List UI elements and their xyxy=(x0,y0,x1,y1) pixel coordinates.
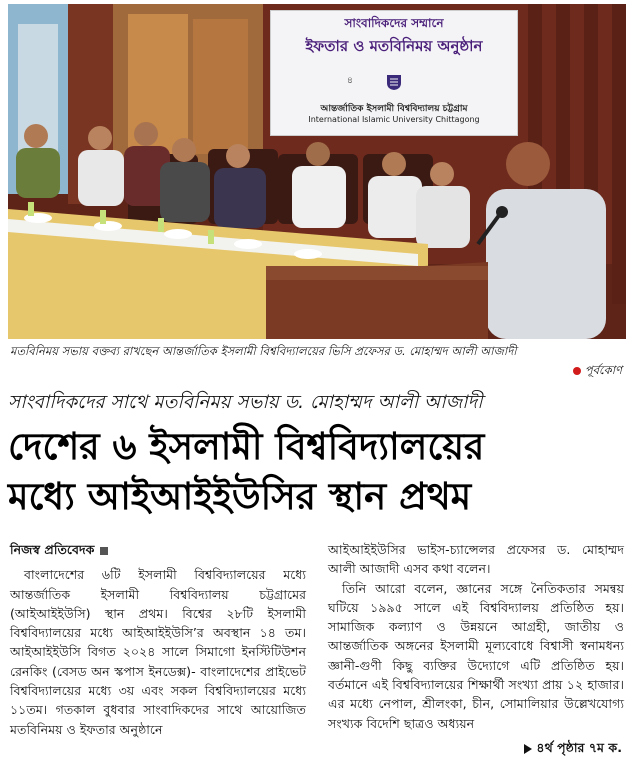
photo-credit xyxy=(573,362,622,381)
banner-university-en: International Islamic University Chittagong xyxy=(308,115,480,124)
article-column-left xyxy=(10,540,306,739)
banner-line2: ইফতার ও মতবিনিময় অনুষ্ঠান xyxy=(305,37,483,55)
paragraph-right-2: তিনি আরো বলেন, জ্ঞানের সঙ্গে নৈতিকতার সমন্বয় ঘটিয়ে ১৯৯৫ সালে এই বিশ্ববিদ্যালয় প্রতিষ্ঠিত হয়। সামাজিক কল্যাণ ও উন্নয়নে আগ্রহী, জাতীয় ও আন্তর্জাতিক অঙ্গনের ইসলামী মূল্যবোধে বিশ্বাসী স্বনামধন্য জ্ঞানী-গুণী কিছু ব্যক্তির উদ্যোগে এটি প্রতিষ্ঠিত হয়। বর্তমানে এই বিশ্ববিদ্যালয়ের শিক্ষার্থী সংখ্যা প্রায় ১২ হাজার। এর মধ্যে নেপাল, শ্রীলংকা, চীন, সোমালিয়ার উল্লেখযোগ্য সংখ্যক বিদেশি ছাত্রও অধ্যয়ন xyxy=(328,580,624,731)
article-kicker: সাংবাদিকদের সাথে মতবিনিময় সভায় ড. মোহাম্মদ আলী আজাদী xyxy=(8,392,483,413)
article-column-right xyxy=(328,540,624,733)
paragraph-left: বাংলাদেশের ৬টি ইসলামী বিশ্ববিদ্যালয়ের মধ্যে আন্তর্জাতিক ইসলামী বিশ্ববিদ্যালয় চট্টগ্রামের (আইআইইউসি) স্থান প্রথম। বিশ্বের ২৮টি ইসলামী বিশ্ববিদ্যালয়ের মধ্যে আইআইইউসি’র অবস্থান ১৪ তম। আইআইইউসি বিগত ২০২৪ সালে সিমাগো ইনস্টিটিউশন রেনকিং (বেসড অন স্কপাস ইনডেক্স)- বাংলাদেশের প্রাইভেট বিশ্ববিদ্যালয়ের মধ্যে ৩য় এবং সকল বিশ্ববিদ্যালয়ের মধ্যে ১১তম। গতকাল বুধবার সাংবাদিকদের সাথে আয়োজিত মতবিনিময় ও ইফতার অনুষ্ঠানে xyxy=(10,567,306,737)
jump-arrow-icon xyxy=(524,744,532,754)
event-photo xyxy=(8,4,626,339)
banner-university-bn: আন্তর্জাতিক ইসলামী বিশ্ববিদ্যালয় চট্টগ্রাম xyxy=(320,104,468,114)
event-banner xyxy=(270,10,518,136)
article-headline xyxy=(8,422,626,522)
credit-text: পূর্বকোণ xyxy=(584,363,622,377)
byline-square-icon xyxy=(100,547,108,555)
continued-text: ৪র্থ পৃষ্ঠার ৭ম ক. xyxy=(536,740,622,755)
byline xyxy=(10,540,306,559)
continued-jump xyxy=(524,740,622,760)
university-logo-icon xyxy=(385,73,403,91)
byline-text: নিজস্ব প্রতিবেদক xyxy=(10,542,95,557)
banner-line1: সাংবাদিকদের সম্মানে xyxy=(344,16,444,30)
headline-line1: দেশের ৬ ইসলামী বিশ্ববিদ্যালয়ের xyxy=(8,425,485,468)
photo-caption: মতবিনিময় সভায় বক্তব্য রাখছেন আন্তর্জাতিক ইসলামী বিশ্ববিদ্যালয়ের ভিসি প্রফেসর ড. মোহাম্মদ আলী আজাদী xyxy=(10,344,517,358)
paragraph-right-1: আইআইইউসির ভাইস-চ্যান্সেলর প্রফেসর ড. মোহাম্মদ আলী আজাদী এসব কথা বলেন। xyxy=(328,542,624,577)
banner-date: ৪ xyxy=(347,76,353,86)
credit-dot-icon xyxy=(573,367,581,375)
headline-line2: মধ্যে আইআইইউসির স্থান প্রথম xyxy=(8,475,472,518)
